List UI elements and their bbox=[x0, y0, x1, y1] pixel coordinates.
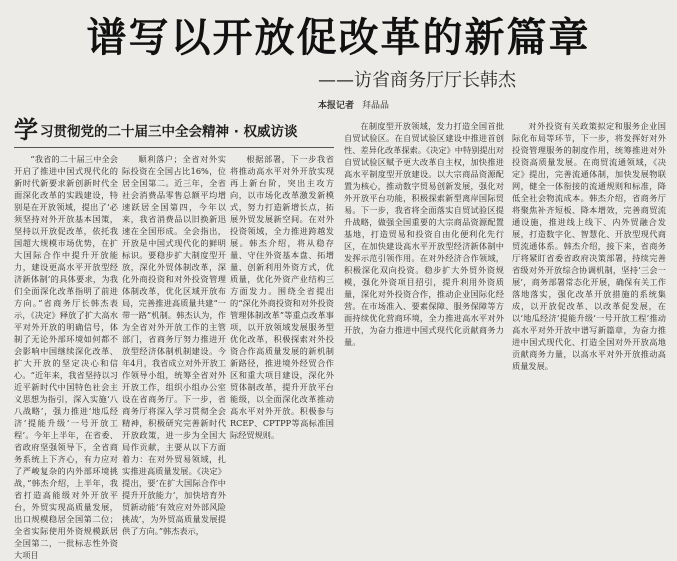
byline bbox=[318, 98, 389, 111]
headline: 谱写以开放促改革的新篇章 bbox=[86, 15, 591, 61]
article-column-1 bbox=[14, 153, 118, 560]
kicker-divider bbox=[14, 147, 334, 148]
kicker-text: 习贯彻党的二十届三中全会精神 · 权威访谈 bbox=[40, 124, 298, 140]
byline-label: 本报记者 bbox=[318, 101, 355, 111]
article-column-4 bbox=[344, 120, 504, 479]
article-column-5 bbox=[512, 120, 666, 479]
subheadline: ——访省商务厅厅长韩杰 bbox=[318, 70, 516, 91]
column-1-text: “我省的二十届三中全会开启了推进中国式现代化的新时代新要求新创新时代全面深化改革的实践建设，特别是在开放领域，提出了‘必须坚持对外开放基本国策，坚持以开放促改革，依托我国超大规模市场优势，在扩大国际合作中提升开放能力，建设更高水平开放型经济新体制’的具体要求，为我们全面深化改革指明了前进方向。”省商务厅长韩杰表示，《决定》释放了扩大高水平对外开放的明确信号，体制了无论外部环境如何都不会影响中国继续深化改革、扩大开放的坚定决心和信心。“近年来，我省坚持以习近平新时代中国特色社会主义思想为指引，深入实施‘八八战略’，强力推进‘地瓜经济’提能升级‘一号开放工程’。今年上半年，在省委、省政府坚强领导下，全省商务系统上下齐心，有力应对了严峻复杂的内外部环境挑战，”韩杰介绍，上半年，我省打造高能级对外开放平台，外贸实现高质量发展，出口规模稳居全国第二位；全省实际使用外资规模跃居全国第二，一批标志性外资大项目 bbox=[14, 154, 118, 560]
article-column-2 bbox=[122, 153, 226, 536]
byline-name: 拜晶晶 bbox=[362, 101, 390, 111]
column-5-text: 对外投资有关政策拟定和服务企业国际化布局等环节，下一步，将发挥好对外投资管理服务的制度作用，统筹推进对外投资高质量发展。在商贸流通领域，《决定》提出，完善流通体制，加快发展物联网，健全一体衔接的流通规则和标准，降低全社会物流成本。韩杰介绍，省商务厅将聚焦补齐短板、降本增效，完善商贸流通设施，推进线上线下、内外贸融合发展，打造数字化、智慧化、开放型现代商贸流通体系。韩杰介绍，接下来，省商务厅将紧盯省委省政府决策部署，持续完善省级对外开放综合协调机制，坚持‘三会一展’，商务部署常态化开展，确保有关工作落地落实，强化改革开放措施的系统集成，以开放促改革、以改革促发展，在以‘地瓜经济’提能升级‘一号开放工程’推动高水平对外开放中谱写新篇章，为奋力推进中国式现代化、打造全国对外开放高地贡献商务力量，以高水平对外开放推动高质量发展。 bbox=[512, 121, 666, 371]
column-4-text: 在制度型开放领域，发力打造全国首批自贸试验区。在自贸试验区建设中推进首创性、差异化改革探索。《决定》中特别提出对自贸试验区赋予更大改革自主权，加快推进高水平制度型开放建设。以大宗商品资源配置为核心，推动数字贸易创新发展，强化对外开放平台功能，积极探索新型离岸国际贸易。下一步，我省将全面落实自贸试验区提升战略，做强全国重要的大宗商品资源配置基地，打造贸易和投资自由化便利化先行区，在加快建设高水平开放型经济新体制中发挥示范引领作用。在对外经济合作领域，积极深化双向投资。稳步扩大外贸外资规模，强化外资项目招引，提升利用外资质量，深化对外投资合作，推动企业国际化经营。在市场准入、要素保障、服务保障等方面持续优化营商环境，全力推进高水平对外开放，为奋力推进中国式现代化贡献商务力量。 bbox=[344, 121, 504, 347]
section-kicker bbox=[14, 118, 298, 142]
column-3-text: 根据部署，下一步我省将推动高水平对外开放实现再上新台阶，突出主攻方向，以市场化改革激发新模式，努力打造新增长点，拓展外贸发展新空间。在对外投资领域，全力推进跨越发展。韩杰介绍，将从稳存量、守住外资基本盘、拓增量、创新利用外资方式，优质量，优化外资产业结构三方面发力。围绕全省提出的“深化外商投资和对外投资管理体制改革”等重点改革事项，以开放领域发展服务型优化改革，积极探索对外投资合作高质量发展的新机制新路径，推进境外经贸合作区和重大项目建设，深化外贸体制改革，提升开放平台能级，以全面深化改革推动高水平对外开放。积极参与RCEP、CPTPP等高标准国际经贸规则。 bbox=[230, 154, 334, 440]
column-2-text: 顺利落户；全省对外实际投资在全国占比16%，位居全国第二。近三年，全省社会消费品零售总额平均增速跃居全国第四，今年以来，我省消费品以旧换新迅速在全国形成。全会指出，开放是中国式现代化的鲜明标识。要稳步扩大制度型开放，深化外贸体制改革，深化外商投资和对外投资管理体制改革，优化区域开放布局，完善推进高质量共建“一带一路”机制。韩杰认为，作为全省对外开放工作的主管部门，省商务厅努力推进开放型经济体制机制建设。今年4月，我省成立对外开放工作领导小组，统筹全省对外开放工作，组织小组办公室设在省商务厅。下一步，省商务厅将深入学习贯彻全会精神，积极研究完善新时代开放政策，进一步为全国大局作贡献，主要从以下方面着力：在对外贸易领域，扎实推进高质量发展。《决定》提出，要‘在扩大国际合作中提升开放能力’，加快培育外贸新动能‘有效应对外部风险挑战’，为外贸高质量发展提供了方向。”韩杰表示， bbox=[122, 154, 226, 536]
kicker-big-char: 学 bbox=[14, 116, 38, 144]
article-column-3 bbox=[230, 153, 334, 479]
